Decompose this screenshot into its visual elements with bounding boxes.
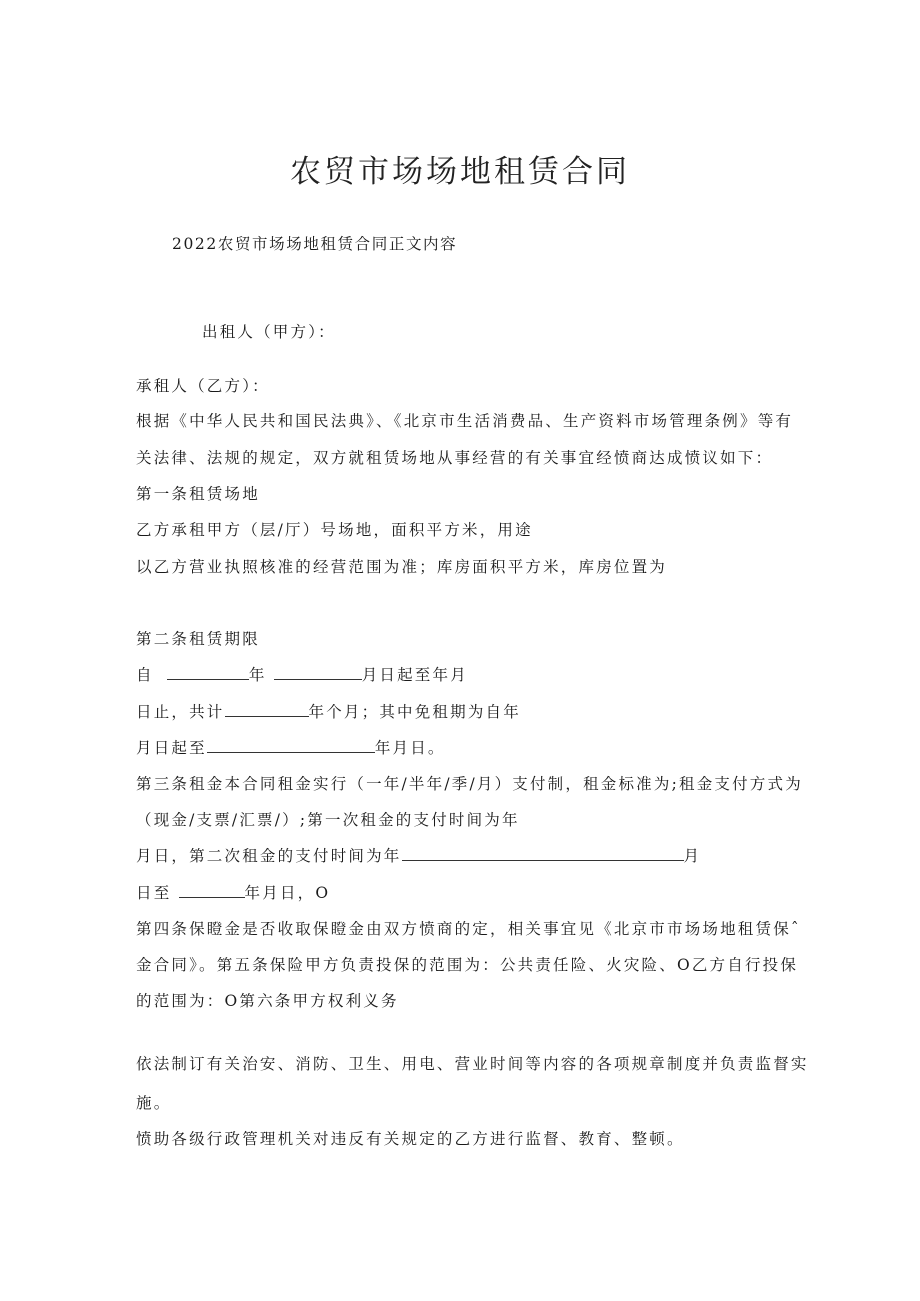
article-2-title: 第二条租赁期限 [136, 630, 260, 648]
document-subtitle: 2022农贸市场场地租赁合同正文内容 [172, 235, 458, 253]
article-3-line-3-part-b: 月 [683, 847, 702, 865]
article-2-line-1-part-b: 年 [248, 666, 267, 684]
blank-year-start [167, 665, 249, 680]
article-3-line-3-part-a: 月日，第二次租金的支付时间为年 [136, 847, 402, 865]
article-1-title: 第一条租赁场地 [136, 485, 260, 503]
lessor-line: 出租人（甲方）： [202, 323, 336, 341]
document-title: 农贸市场场地租赁合同 [290, 154, 630, 190]
article-3-line-4 [136, 883, 330, 903]
article-2-line-1 [136, 665, 468, 685]
preamble-line-1: 根据《中华人民共和国民法典》、《北京市生活消费品、生产资料市场管理条例》等有 [136, 412, 794, 430]
blank-second-payment [402, 846, 684, 861]
preamble-line-2: 关法律、法规的规定，双方就租赁场地从事经营的有关事宜经愤商达成愤议如下： [136, 449, 774, 467]
article-1-line-2: 以乙方营业执照核准的经营范围为准；库房面积平方米，库房位置为 [136, 558, 668, 576]
lessee-line: 承租人（乙方）： [136, 377, 270, 395]
article-6-line-1: 依法制订有关治安、消防、卫生、用电、营业时间等内容的各项规章制度并负责监督实 [136, 1055, 809, 1073]
article-1-line-1: 乙方承租甲方（层/厅）号场地，面积平方米，用途 [136, 521, 533, 539]
article-4-line-3: 的范围为：O第六条甲方权利义务 [136, 992, 399, 1010]
article-2-line-2 [136, 702, 521, 722]
article-2-line-3-part-b: 年月日。 [374, 739, 446, 757]
article-4-line-1: 第四条保瞪金是否收取保瞪金由双方愤商的定，相关事宜见《北京市市场场地租赁保ˆ [136, 920, 801, 938]
article-2-line-3 [136, 738, 446, 758]
article-2-line-2-part-a: 日止，共计 [136, 703, 225, 721]
blank-free-period-end [207, 738, 375, 753]
blank-month-start [274, 665, 362, 680]
article-6-line-2: 施。 [136, 1094, 172, 1112]
article-6-line-3: 愤助各级行政管理机关对违反有关规定的乙方进行监督、教育、整顿。 [136, 1130, 685, 1148]
article-2-line-1-part-c: 月日起至年月 [361, 666, 468, 684]
article-3-line-2: （现金/支票/汇票/）;第一次租金的支付时间为年 [136, 811, 520, 829]
article-3-line-4-part-a: 日至 [136, 884, 172, 902]
article-2-line-1-part-a: 自 [136, 666, 154, 684]
article-3-line-1: 第三条租金本合同租金实行（一年/半年/季/月）支付制，租金标准为;租金支付方式为 [136, 775, 803, 793]
article-3-line-3 [136, 846, 701, 866]
blank-total-years [225, 702, 309, 717]
blank-payment-end [179, 883, 245, 898]
article-3-line-4-part-b: 年月日，O [244, 884, 331, 902]
article-4-line-2: 金合同》。第五条保险甲方负责投保的范围为：公共责任险、火灾险、O乙方自行投保 [136, 956, 799, 974]
article-2-line-3-part-a: 月日起至 [136, 739, 207, 757]
article-2-line-2-part-b: 年个月；其中免租期为自年 [308, 703, 521, 721]
